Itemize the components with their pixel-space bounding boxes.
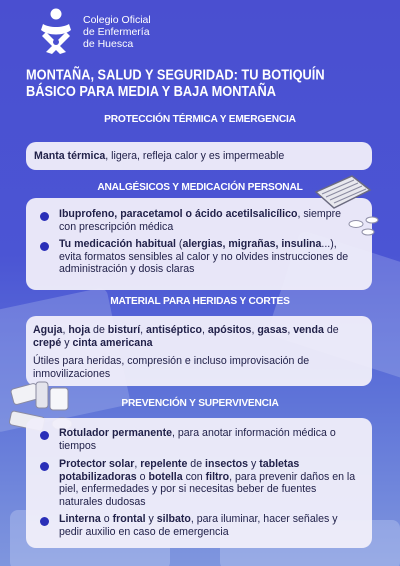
- item-text: y: [145, 513, 157, 525]
- item-bold-text: Ibuprofeno, paracetamol o ácido acetilsalicílico: [59, 208, 298, 220]
- item-text: , para prevenir daños en la piel, enfermedades y por si necesitas beber de fuentes naturales dudosas: [59, 470, 356, 508]
- section-title-meds: ANALGÉSICOS Y MEDICACIÓN PERSONAL: [97, 182, 303, 193]
- item-bold-text: Manta térmica: [34, 150, 106, 162]
- item-text: o: [136, 470, 149, 483]
- list-item-text: [59, 427, 360, 452]
- item-note: Útiles para heridas, compresión e incluso improvisación de inmovilizaciones: [33, 355, 310, 380]
- item-text: de: [323, 324, 339, 336]
- org-line: de Huesca: [83, 38, 134, 50]
- list-item: [40, 513, 360, 538]
- item-bold-text: cinta americana: [72, 336, 153, 349]
- item-bold-text: alergias, migrañas, insulina: [182, 238, 322, 250]
- item-text: , siempre con prescripción médica: [59, 208, 342, 233]
- item-text: ,: [62, 324, 69, 336]
- item-text: , para anotar información médica o tiempos: [59, 427, 336, 452]
- card-prevention: [26, 418, 372, 548]
- list-item-text: [59, 513, 360, 538]
- item-bold-text: silbato: [156, 513, 191, 525]
- item-bold-text: filtro: [205, 470, 230, 483]
- list-item-text: [59, 458, 360, 508]
- item-bold-text: frontal: [112, 513, 146, 525]
- item-bold-text: insectos: [205, 458, 249, 470]
- header: [38, 8, 151, 56]
- pills-icon: [346, 212, 386, 244]
- item-bold-text: crepé: [33, 336, 62, 349]
- item-text: y: [248, 458, 260, 470]
- list-item: [40, 427, 360, 452]
- bullet-icon: [40, 517, 49, 526]
- item-bold-text: tabletas potabilizadoras: [59, 458, 300, 483]
- item-bold-text: gasas: [257, 324, 288, 336]
- card-wounds: [26, 316, 372, 386]
- item-bold-text: Protector solar: [59, 458, 135, 470]
- list-item: [34, 150, 364, 163]
- item-text: ,: [251, 324, 258, 336]
- item-bold-text: venda: [293, 324, 324, 336]
- item-bold-text: apósitos: [207, 324, 252, 336]
- item-text: de: [90, 324, 108, 336]
- bullet-icon: [40, 242, 49, 251]
- item-bold-text: repelente: [140, 458, 188, 470]
- item-bold-text: botella: [148, 470, 183, 483]
- organization-name: [83, 14, 151, 50]
- item-bold-text: hoja: [68, 324, 91, 336]
- list-item: [40, 458, 360, 508]
- item-bold-text: Linterna: [59, 513, 101, 525]
- org-line: de Enfermería: [83, 26, 150, 38]
- section-title-wounds: MATERIAL PARA HERIDAS Y CORTES: [110, 296, 290, 307]
- item-bold-text: Rotulador permanente: [59, 427, 173, 439]
- item-bold-text: Tu medicación habitual: [59, 238, 176, 250]
- item-text: ,: [140, 324, 147, 336]
- item-text: o: [100, 513, 113, 525]
- item-text: , para iluminar, hacer señales y pedir auxilio en caso de emergencia: [59, 513, 338, 538]
- item-text: y: [61, 336, 73, 349]
- item-text: , ligera, refleja calor y es impermeable: [105, 150, 285, 162]
- item-bold-text: antiséptico: [146, 324, 202, 336]
- item-text: ,: [134, 458, 141, 470]
- list-item-text: [59, 238, 360, 276]
- item-bold-text: bisturí: [107, 324, 141, 336]
- logo-icon: [38, 8, 74, 56]
- item-text: ,: [287, 324, 294, 336]
- item-text: con: [182, 470, 206, 483]
- item-text: ...), evita formatos sensibles al calor y no olvides instrucciones de administración y dosis claras: [59, 238, 349, 275]
- page-title: MONTAÑA, SALUD Y SEGURIDAD: TU BOTIQUÍN BÁSICO PARA MEDIA Y BAJA MONTAÑA: [26, 66, 325, 100]
- item-bold-text: Aguja: [33, 324, 63, 336]
- bullet-icon: [40, 212, 49, 221]
- org-line: Colegio Oficial: [83, 14, 151, 26]
- item-text: ,: [201, 324, 208, 336]
- bullet-icon: [40, 431, 49, 440]
- list-item: [33, 324, 364, 349]
- list-item: [40, 238, 360, 276]
- section-title-thermal: PROTECCIÓN TÉRMICA Y EMERGENCIA: [104, 114, 296, 125]
- bullet-icon: [40, 462, 49, 471]
- item-text: de: [187, 458, 206, 470]
- card-thermal: [26, 142, 372, 170]
- section-title-prevention: PREVENCIÓN Y SUPERVIVENCIA: [121, 398, 279, 409]
- item-text: (: [175, 238, 183, 250]
